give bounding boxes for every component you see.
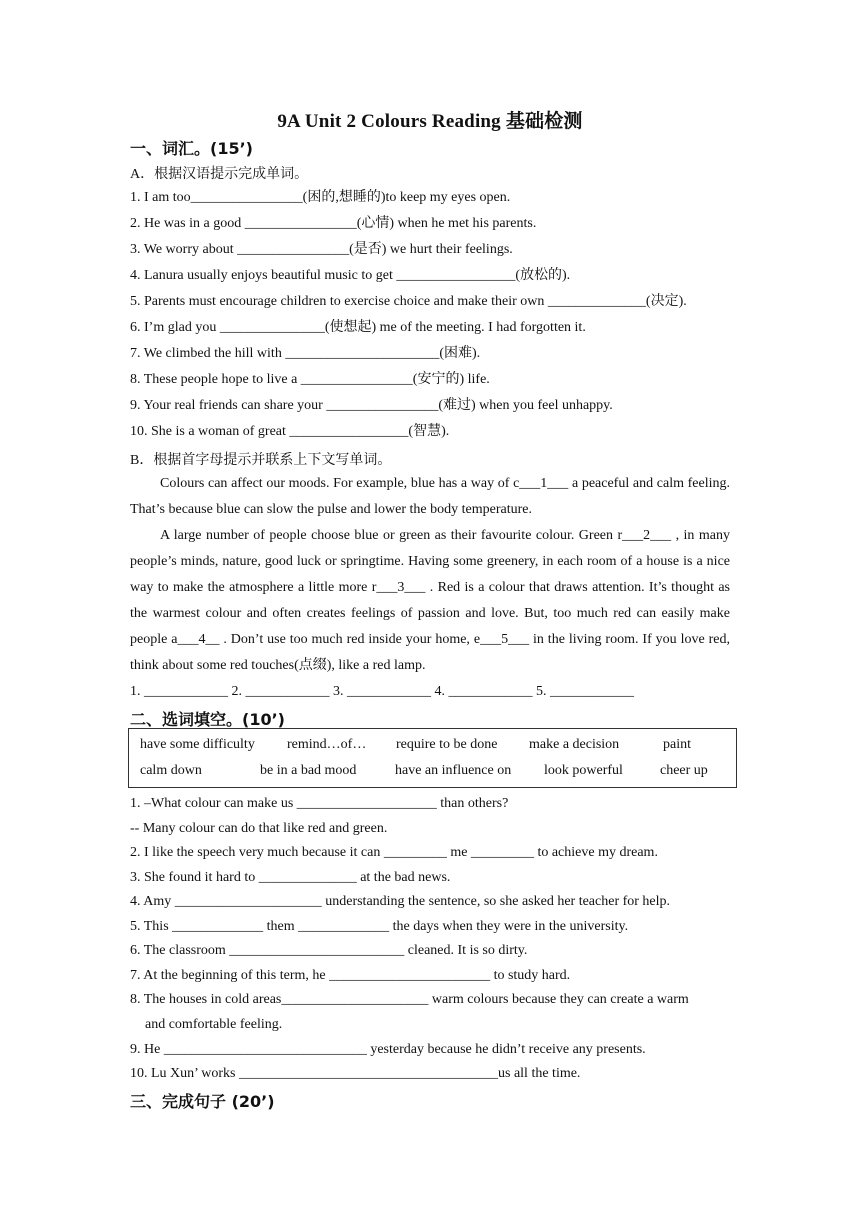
vocab-line-1: 1. I am too________________(困的,想睡的)to keep my eyes open. <box>130 190 511 205</box>
section-2-heading: 二、选词填空。(10’) <box>130 710 285 729</box>
vocab-line-4: 4. Lanura usually enjoys beautiful music to get _________________(放松的). <box>130 268 571 283</box>
fill-line-8-continued: and comfortable feeling. <box>145 1017 283 1032</box>
word-bank-item: calm down <box>140 763 202 778</box>
vocab-line-7: 7. We climbed the hill with ______________________(困难). <box>130 346 481 361</box>
fill-line-6: 6. The classroom _________________________ cleaned. It is so dirty. <box>130 943 528 958</box>
fill-line-4: 4. Amy _____________________ understanding the sentence, so she asked her teacher for help. <box>130 894 671 909</box>
vocab-line-2: 2. He was in a good ________________(心情) when he met his parents. <box>130 216 537 231</box>
word-bank-box <box>128 728 737 788</box>
fill-line-1: 1. –What colour can make us ____________________ than others? <box>130 796 509 811</box>
fill-line-7: 7. At the beginning of this term, he _______________________ to study hard. <box>130 968 571 983</box>
section-1-heading: 一、词汇。(15’) <box>130 139 253 158</box>
fill-line-5: 5. This _____________ them _____________ the days when they were in the university. <box>130 919 629 934</box>
word-bank-item: paint <box>663 737 691 752</box>
vocab-line-8: 8. These people hope to live a ________________(安宁的) life. <box>130 372 490 387</box>
fill-line-1-answer: -- Many colour can do that like red and green. <box>130 821 388 836</box>
fill-line-10: 10. Lu Xun’ works _____________________________________us all the time. <box>130 1066 581 1081</box>
section-3-heading: 三、完成句子 (20’) <box>130 1092 275 1111</box>
word-bank-item: cheer up <box>660 763 708 778</box>
vocab-line-6: 6. I’m glad you _______________(使想起) me of the meeting. I had forgotten it. <box>130 320 586 335</box>
vocab-line-3: 3. We worry about ________________(是否) we hurt their feelings. <box>130 242 513 257</box>
vocab-line-5: 5. Parents must encourage children to exercise choice and make their own ______________(决定). <box>130 294 687 309</box>
word-bank-item: have an influence on <box>395 763 512 778</box>
part-a-instruction: A．根据汉语提示完成单词。 <box>130 167 309 182</box>
part-b-instruction: B．根据首字母提示并联系上下文写单词。 <box>130 453 392 468</box>
word-bank-item: make a decision <box>529 737 620 752</box>
fill-line-8: 8. The houses in cold areas_____________________ warm colours because they can create a warm <box>130 992 689 1007</box>
vocab-line-10: 10. She is a woman of great _________________(智慧). <box>130 424 450 439</box>
word-bank-item: look powerful <box>544 763 623 778</box>
answer-blanks-line: 1. ____________ 2. ____________ 3. ____________ 4. ____________ 5. ____________ <box>130 684 634 699</box>
page-title: 9A Unit 2 Colours Reading 基础检测 <box>277 111 583 132</box>
reading-paragraph-1: Colours can affect our moods. For example, blue has a way of c___1___ a peaceful and calm feeling. That’s because blue can slow the pulse and lower the body temperature. <box>130 476 730 517</box>
fill-line-2: 2. I like the speech very much because it can _________ me _________ to achieve my dream. <box>130 845 658 860</box>
word-bank-item: remind…of… <box>287 737 367 752</box>
word-bank-item: be in a bad mood <box>260 763 357 778</box>
word-bank-item: have some difficulty <box>140 737 255 752</box>
word-bank-item: require to be done <box>396 737 498 752</box>
fill-line-3: 3. She found it hard to ______________ at the bad news. <box>130 870 451 885</box>
reading-paragraph-2: A large number of people choose blue or green as their favourite colour. Green r___2___ , in many people’s minds, nature, good luck or springtime. Having some greenery, in each room of a house is a nice way to make the atmosphere a little more r___3___ . Red is a colour that draws attention. It’s thought as the warmest colour and often creates feelings of passion and love. But, too much red can easily make people a___4__ . Don’t use too much red inside your home, e___5___ in the living room. If you love red, think about some red touches(点缀), like a red lamp. <box>130 528 730 673</box>
fill-line-9: 9. He _____________________________ yesterday because he didn’t receive any presents. <box>130 1042 646 1057</box>
vocab-line-9: 9. Your real friends can share your ________________(难过) when you feel unhappy. <box>130 398 613 413</box>
